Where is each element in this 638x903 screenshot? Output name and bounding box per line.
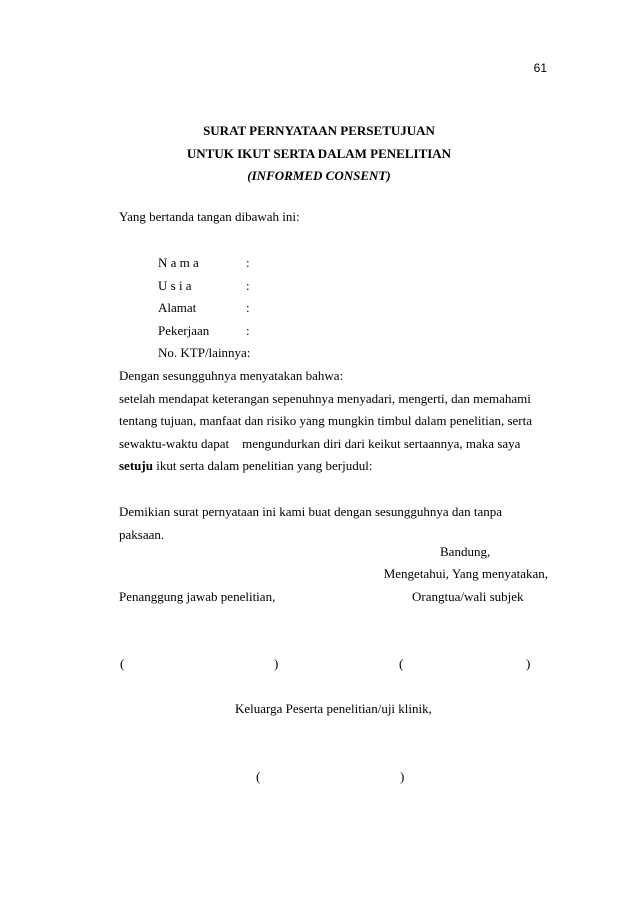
left-signer-role: Penanggung jawab penelitian, [119, 589, 276, 604]
field-colon-nama: : [246, 255, 250, 270]
document-title-line-3: (INFORMED CONSENT) [247, 168, 391, 183]
field-label-ktp: No. KTP/lainnya: [158, 345, 251, 360]
left-signature-close-paren: ) [274, 656, 279, 671]
field-label-nama: N a m a [158, 255, 199, 270]
field-label-alamat: Alamat [158, 300, 197, 315]
right-signature-open-paren: ( [399, 656, 404, 671]
family-signer-role: Keluarga Peserta penelitian/uji klinik, [235, 701, 432, 716]
place-label: Bandung, [440, 544, 491, 559]
right-signature-close-paren: ) [526, 656, 531, 671]
left-signature-open-paren: ( [120, 656, 125, 671]
document-title-line-1: SURAT PERNYATAAN PERSETUJUAN [203, 123, 435, 138]
right-signer-role: Orangtua/wali subjek [412, 589, 524, 604]
document-title-line-2: UNTUK IKUT SERTA DALAM PENELITIAN [186, 146, 452, 161]
statement-line-4-rest: ikut serta dalam penelitian yang berjudul: [152, 458, 373, 473]
field-label-usia: U s i a [158, 278, 192, 293]
field-colon-alamat: : [246, 300, 250, 315]
statement-lead: Dengan sesungguhnya menyatakan bahwa: [119, 368, 344, 383]
page-number: 61 [533, 61, 547, 75]
closing-line-2: paksaan. [119, 527, 165, 542]
family-signature-close-paren: ) [400, 769, 405, 784]
informed-consent-label: INFORMED CONSENT [251, 168, 387, 183]
field-colon-usia: : [246, 278, 250, 293]
mengetahui-label: Mengetahui, Yang menyatakan, [383, 566, 548, 581]
field-colon-pekerjaan: : [246, 323, 250, 338]
closing-line-1: Demikian surat pernyataan ini kami buat dengan sesungguhnya dan tanpa [119, 504, 503, 519]
family-signature-open-paren: ( [256, 769, 261, 784]
field-label-pekerjaan: Pekerjaan [158, 323, 210, 338]
statement-line-1: setelah mendapat keterangan sepenuhnya menyadari, mengerti, dan memahami [119, 391, 531, 406]
statement-line-4 [119, 459, 372, 472]
setuju-bold: setuju [119, 458, 153, 473]
intro-text: Yang bertanda tangan dibawah ini: [119, 209, 300, 224]
statement-line-2: tentang tujuan, manfaat dan risiko yang mungkin timbul dalam penelitian, serta [119, 413, 533, 428]
statement-line-3: sewaktu-waktu dapat mengundurkan diri dari keikut sertaannya, maka saya [119, 436, 521, 451]
